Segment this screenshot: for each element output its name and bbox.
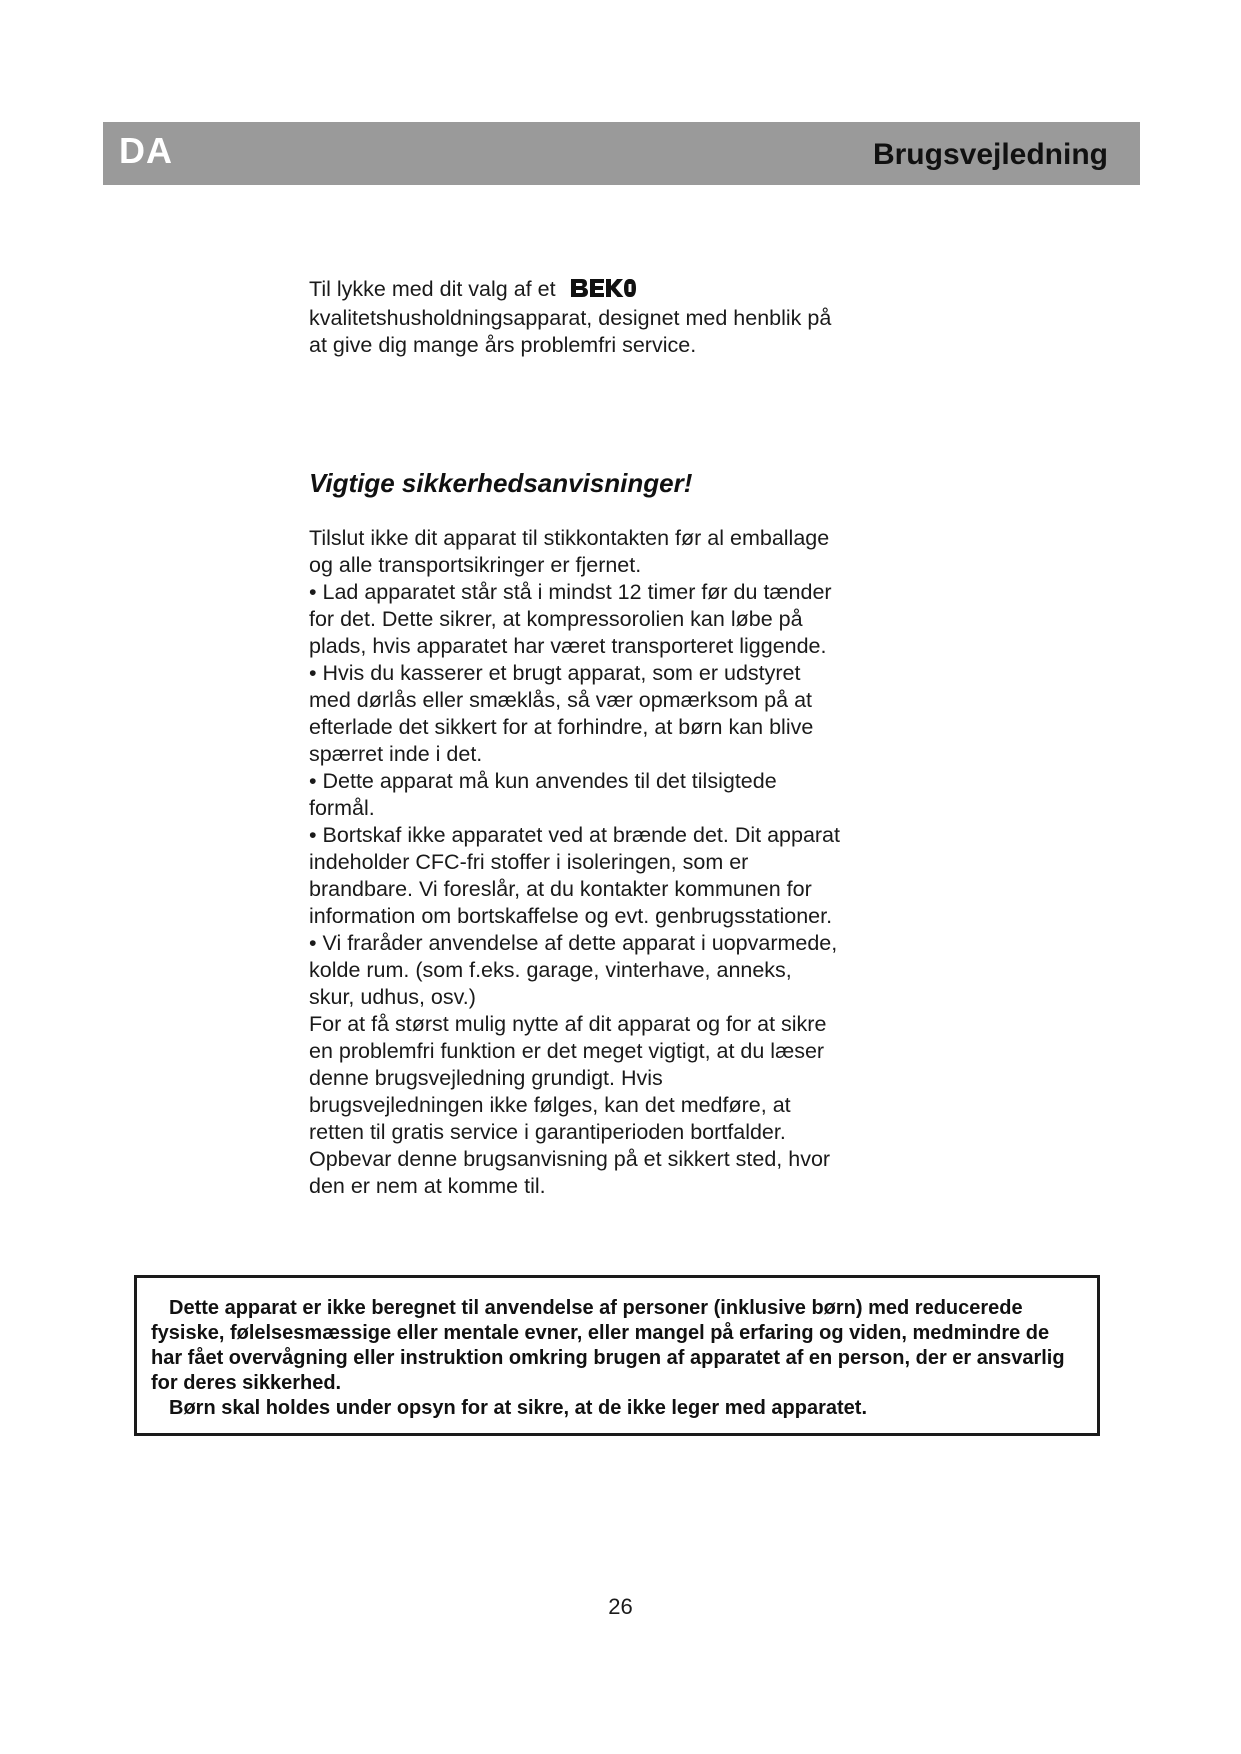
safety-instructions bbox=[309, 525, 909, 1200]
text-line: skur, udhus, osv.) bbox=[309, 985, 476, 1009]
beko-logo bbox=[570, 278, 636, 305]
text-line: For at få størst mulig nytte af dit apparat og for at sikre bbox=[309, 1012, 827, 1036]
intro-line-1 bbox=[309, 276, 909, 305]
text-line: plads, hvis apparatet har været transporteret liggende. bbox=[309, 634, 827, 658]
text-line: spærret inde i det. bbox=[309, 742, 483, 766]
text-line: for det. Dette sikrer, at kompressorolien kan løbe på bbox=[309, 607, 803, 631]
text-line: Tilslut ikke dit apparat til stikkontakten før al emballage bbox=[309, 526, 830, 550]
text-line: • Hvis du kasserer et brugt apparat, som er udstyret bbox=[309, 661, 801, 685]
manual-title: Brugsvejledning bbox=[872, 138, 1108, 171]
text-line: brugsvejledningen ikke følges, kan det medføre, at bbox=[309, 1093, 791, 1117]
text-line: • Lad apparatet står stå i mindst 12 timer før du tænder bbox=[309, 580, 832, 604]
intro-text-1: Til lykke med dit valg af et bbox=[309, 277, 556, 301]
text-line: kolde rum. (som f.eks. garage, vinterhave, anneks, bbox=[309, 958, 792, 982]
text-line: en problemfri funktion er det meget vigtigt, at du læser bbox=[309, 1039, 825, 1063]
text-line: • Bortskaf ikke apparatet ved at brænde det. Dit apparat bbox=[309, 823, 840, 847]
text-line: med dørlås eller smæklås, så vær opmærksom på at bbox=[309, 688, 813, 712]
text-line: formål. bbox=[309, 796, 375, 820]
safety-heading: Vigtige sikkerhedsanvisninger! bbox=[309, 468, 693, 498]
child-supervision-text: Børn skal holdes under opsyn for at sikre, at de ikke leger med apparatet. bbox=[169, 1397, 867, 1419]
text-line: Opbevar denne brugsanvisning på et sikkert sted, hvor bbox=[309, 1147, 831, 1171]
text-line: og alle transportsikringer er fjernet. bbox=[309, 553, 642, 577]
text-line: efterlade det sikkert for at forhindre, at børn kan blive bbox=[309, 715, 814, 739]
warning-box bbox=[134, 1275, 1100, 1436]
text-line: den er nem at komme til. bbox=[309, 1174, 546, 1198]
text-line: indeholder CFC-fri stoffer i isoleringen, som er bbox=[309, 850, 749, 874]
text-line: retten til gratis service i garantiperioden bortfalder. bbox=[309, 1120, 786, 1144]
header-bar bbox=[103, 122, 1140, 185]
warning-text: Dette apparat er ikke beregnet til anvendelse af personer (inklusive børn) med reducerede fysiske, følelsesmæssige eller mentale evner, eller mangel på erfaring og viden, medmindre de har fået overvågning eller instruktion omkring brugen af apparatet af en person, der er ansvarlig for deres sikkerhed. bbox=[151, 1297, 1065, 1394]
intro-paragraph bbox=[309, 276, 909, 359]
page-number: 26 bbox=[608, 1594, 633, 1619]
text-line: • Dette apparat må kun anvendes til det tilsigtede bbox=[309, 769, 777, 793]
intro-line-3: at give dig mange års problemfri service. bbox=[309, 333, 697, 357]
text-line: denne brugsvejledning grundigt. Hvis bbox=[309, 1066, 663, 1090]
language-code: DA bbox=[119, 130, 173, 171]
text-line: • Vi fraråder anvendelse af dette apparat i uopvarmede, bbox=[309, 931, 838, 955]
text-line: information om bortskaffelse og evt. genbrugsstationer. bbox=[309, 904, 833, 928]
intro-line-2: kvalitetshusholdningsapparat, designet med henblik på bbox=[309, 306, 832, 330]
text-line: brandbare. Vi foreslår, at du kontakter kommunen for bbox=[309, 877, 812, 901]
